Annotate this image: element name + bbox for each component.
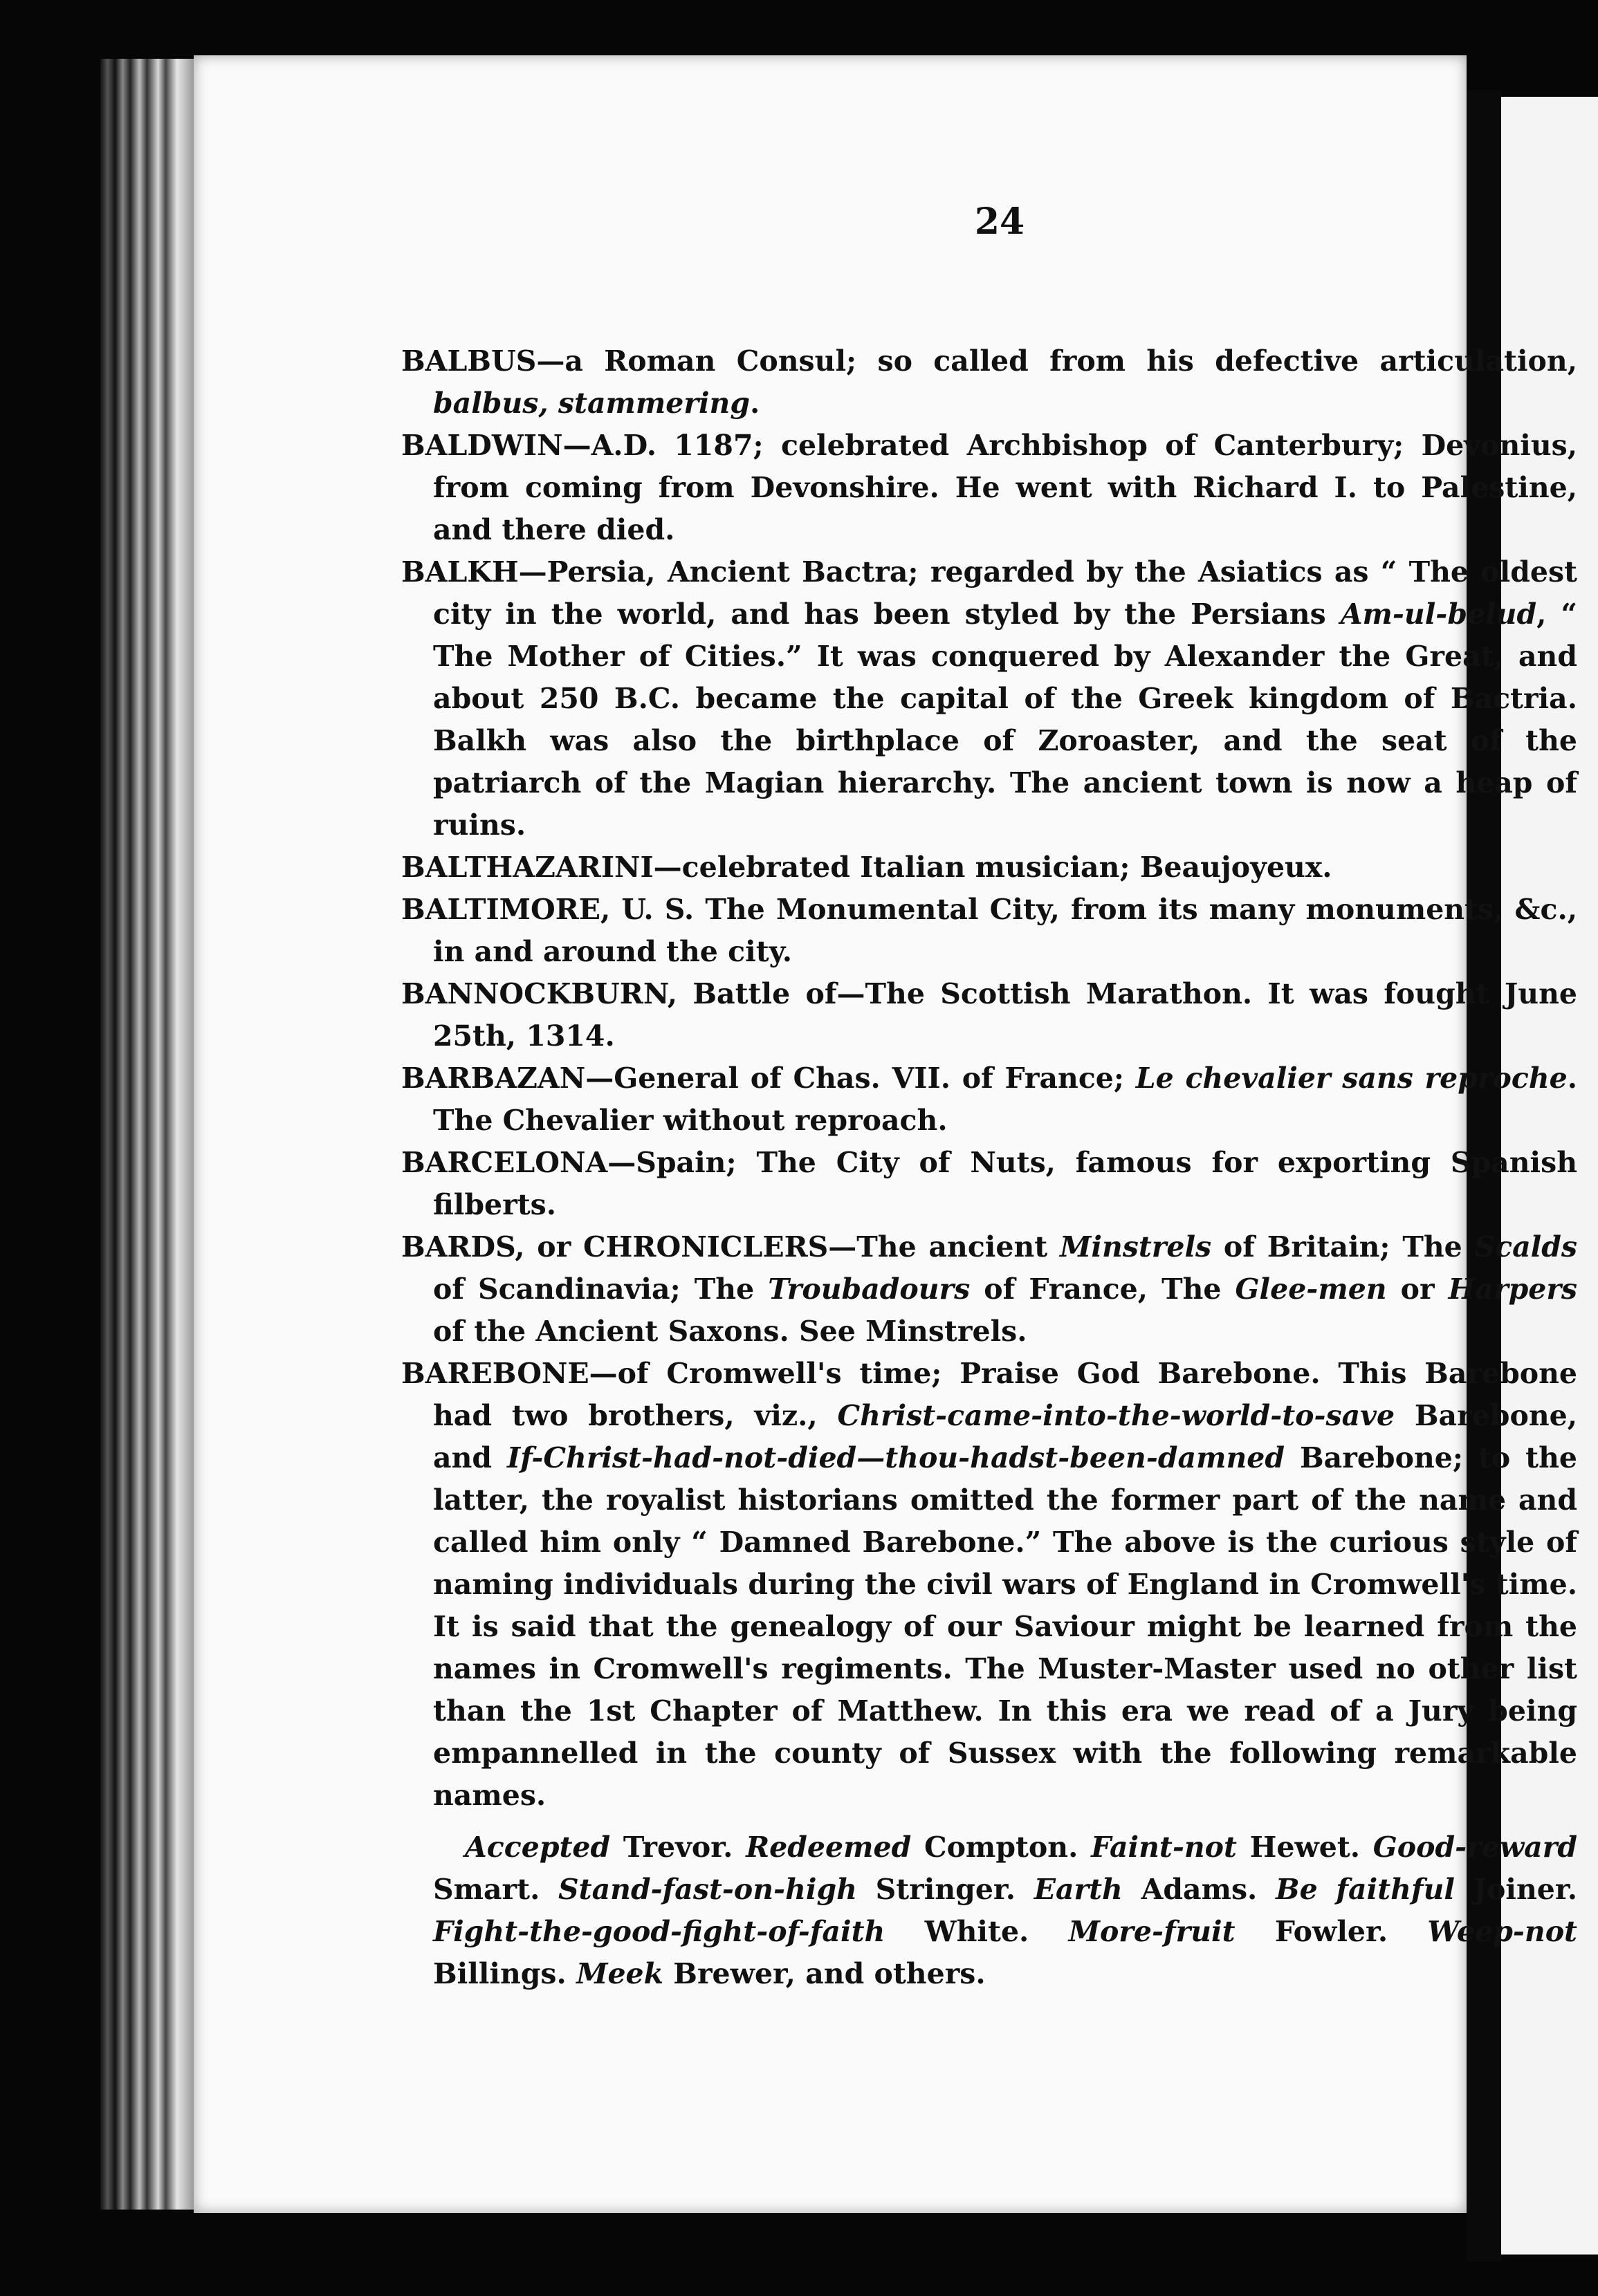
jury-segment: White.: [885, 1915, 1069, 1948]
entry-segment: A.D. 1187; celebrated Archbishop of Canterbury; Devonius, from coming from Devonshire. He went with Richard I. to Palestine, and there died.: [433, 429, 1577, 546]
entry-segment: Glee-men: [1235, 1272, 1387, 1306]
jury-segment: Weep-not: [1427, 1915, 1577, 1948]
entry-segment: of Britain; The: [1211, 1230, 1475, 1263]
entry-headword: BARCELONA: [401, 1146, 608, 1179]
entry-headword: BARBAZAN: [401, 1062, 586, 1095]
entry-separator: —: [653, 851, 682, 884]
entry-segment: Spain; The City of Nuts, famous for exporting Spanish filberts.: [433, 1146, 1577, 1221]
entry-headword: BALKH: [401, 555, 519, 589]
jury-segment: Hewet.: [1236, 1831, 1373, 1864]
entry-segment: If-Christ-had-not-died—thou-hadst-been-damned: [507, 1441, 1285, 1474]
jury-segment: Earth: [1034, 1873, 1123, 1906]
entry-segment: Harpers: [1448, 1272, 1578, 1306]
entry-segment: Le chevalier sans reproche: [1135, 1062, 1568, 1095]
jury-segment: Stand-fast-on-high: [558, 1873, 857, 1906]
jury-segment: Redeemed: [746, 1831, 912, 1864]
entry-headword: BAREBONE: [401, 1357, 589, 1390]
dictionary-entry: [401, 973, 1577, 1057]
dictionary-entry: [401, 425, 1577, 551]
dictionary-entry: [401, 551, 1577, 846]
entry-segment: Christ-came-into-the-world-to-save: [837, 1399, 1395, 1432]
book-binding-edge: [100, 59, 194, 2210]
jury-segment: Fowler.: [1235, 1915, 1428, 1948]
dictionary-entry: [401, 1353, 1577, 1817]
book-page: [194, 55, 1578, 2213]
dictionary-entry: [401, 846, 1577, 889]
jury-segment: Adams.: [1122, 1873, 1276, 1906]
page-number: 24: [974, 201, 1025, 243]
jury-segment: Be faithful: [1276, 1873, 1455, 1906]
entry-headword: BALTIMORE, U. S.: [401, 893, 695, 926]
entry-segment: .: [750, 387, 760, 420]
jury-segment: Good-reward: [1372, 1831, 1578, 1864]
entry-separator: —: [585, 1062, 614, 1095]
jury-segment: Brewer, and others.: [663, 1957, 986, 1990]
entry-headword: BANNOCKBURN,: [401, 977, 678, 1010]
entry-segment: The Monumental City, from its many monuments, &c., in and around the city.: [433, 893, 1578, 968]
jury-segment: Meek: [576, 1957, 664, 1990]
entry-separator: —: [536, 344, 565, 378]
entry-separator: —: [828, 1230, 857, 1263]
entry-segment: balbus, stammering: [433, 387, 751, 420]
entry-segment: Minstrels: [1059, 1230, 1212, 1263]
jury-segment: Joiner.: [1454, 1873, 1577, 1906]
entry-segment: of the Ancient Saxons. See Minstrels.: [433, 1315, 1027, 1348]
entry-segment: Battle of—The Scottish Marathon. It was fought June 25th, 1314.: [433, 977, 1577, 1053]
entry-segment: or: [1386, 1272, 1449, 1306]
entry-headword: BARDS, or CHRONICLERS: [401, 1230, 829, 1263]
entry-separator: [677, 977, 692, 1010]
jury-segment: Trevor.: [610, 1831, 746, 1864]
entry-separator: —: [607, 1146, 636, 1179]
entry-headword: BALDWIN: [401, 429, 563, 462]
entry-segment: of Cromwell's time; Praise God Barebone. This Barebone had two brothers, viz.,: [433, 1357, 1577, 1432]
entry-headword: BALTHAZARINI: [401, 851, 654, 884]
jury-segment: Billings.: [433, 1957, 577, 1990]
entry-segment: Am-ul-belud: [1340, 598, 1537, 631]
jury-names-paragraph: [433, 1826, 1577, 1995]
dictionary-entry: [401, 340, 1577, 425]
jury-segment: Accepted: [465, 1831, 611, 1864]
entry-segment: Barebone; to the latter, the royalist historians omitted the former part of the name and called him only “ Damned Barebone.” The above is the curious style of naming individuals during the civil wars of England in Cromwell's time. It is said that the genealogy of our Saviour might be learned from the names in Cromwell's regiments. The Muster-Master used no other list than the 1st Chapter of Matthew. In this era we read of a Jury being empannelled in the county of Sussex with the following remarkable names.: [433, 1441, 1578, 1812]
entry-segment: , “ The Mother of Cities.” It was conquered by Alexander the Great, and about 250 B.C. became the capital of the Greek kingdom of Bactria. Balkh was also the birthplace of Zoroaster, and the seat of the patriarch of the Magian hierarchy. The ancient town is now a heap of ruins.: [433, 598, 1578, 842]
entry-segment: General of Chas. VII. of France;: [614, 1062, 1136, 1095]
entry-separator: [694, 893, 705, 926]
entry-segment: of Scandinavia; The: [433, 1272, 769, 1306]
entry-segment: celebrated Italian musician; Beaujoyeux.: [681, 851, 1332, 884]
entry-segment: Persia, Ancient Bactra; regarded by the Asiatics as “ The oldest city in the world, and has been styled by the Persians: [433, 555, 1577, 631]
entry-segment: Scalds: [1474, 1230, 1577, 1263]
jury-segment: Stringer.: [856, 1873, 1034, 1906]
dictionary-entry: [401, 1226, 1577, 1353]
dictionary-entry: [401, 889, 1577, 973]
entry-segment: Troubadours: [768, 1272, 971, 1306]
entry-separator: —: [589, 1357, 618, 1390]
entry-segment: of France, The: [970, 1272, 1236, 1306]
jury-segment: Compton.: [911, 1831, 1092, 1864]
jury-segment: Smart.: [433, 1873, 559, 1906]
entry-segment: The ancient: [856, 1230, 1060, 1263]
jury-segment: More-fruit: [1068, 1915, 1236, 1948]
entry-headword: BALBUS: [401, 344, 537, 378]
dictionary-entry: [401, 1057, 1577, 1142]
entry-segment: Barebone, and: [433, 1399, 1577, 1474]
entry-separator: —: [518, 555, 547, 589]
jury-segment: Faint-not: [1091, 1831, 1237, 1864]
entries-list: [401, 340, 1577, 1995]
dictionary-entry: [401, 1142, 1577, 1226]
entry-segment: a Roman Consul; so called from his defective articulation,: [564, 344, 1577, 378]
entry-separator: —: [562, 429, 591, 462]
entry-segment: . The Chevalier without reproach.: [433, 1062, 1578, 1137]
jury-segment: Fight-the-good-fight-of-faith: [433, 1915, 885, 1948]
